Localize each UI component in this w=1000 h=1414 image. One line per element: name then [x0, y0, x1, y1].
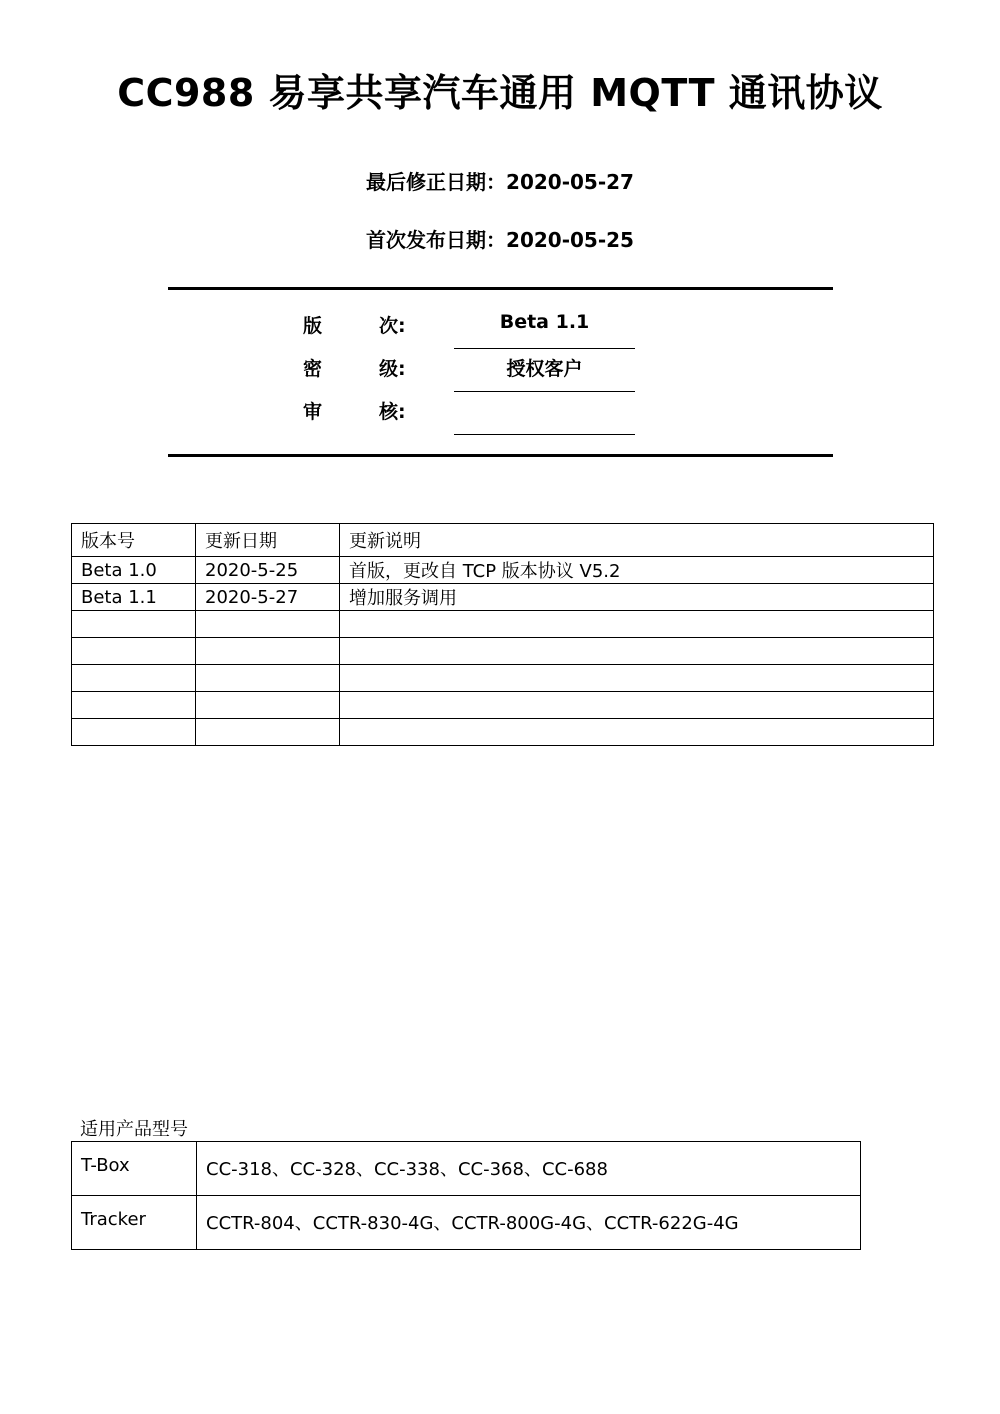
version-key-1: 版	[303, 315, 323, 337]
cell-date	[196, 719, 340, 746]
cell-version	[72, 692, 196, 719]
cell-model-list: CCTR-804、CCTR-830-4G、CCTR-800G-4G、CCTR-622G-4G	[197, 1196, 861, 1250]
cell-product-type: T-Box	[72, 1142, 197, 1196]
revision-history-table	[71, 523, 934, 746]
meta-row-review	[0, 397, 1000, 427]
table-row	[72, 719, 934, 746]
table-row	[72, 1142, 861, 1196]
table-row	[72, 611, 934, 638]
table-header-row	[72, 524, 934, 557]
version-underline	[454, 348, 635, 349]
version-key-2: 次:	[379, 315, 406, 337]
cell-date	[196, 665, 340, 692]
cell-date	[196, 692, 340, 719]
cell-notes	[340, 692, 934, 719]
revised-date-line	[0, 166, 1000, 195]
cell-date: 2020-5-27	[196, 584, 340, 611]
cell-date: 2020-5-25	[196, 557, 340, 584]
cell-version	[72, 719, 196, 746]
security-key-1: 密	[303, 358, 323, 380]
revised-date-label: 最后修正日期：	[366, 170, 507, 194]
header-update-notes: 更新说明	[340, 524, 934, 557]
cell-notes: 增加服务调用	[340, 584, 934, 611]
bottom-divider	[168, 454, 833, 457]
version-value: Beta 1.1	[499, 311, 590, 333]
document-title: CC988 易享共享汽车通用 MQTT 通讯协议	[117, 71, 883, 115]
review-underline	[454, 434, 635, 435]
cell-notes: 首版，更改自 TCP 版本协议 V5.2	[340, 557, 934, 584]
revised-date-value: 2020-05-27	[506, 170, 634, 194]
table-row	[72, 584, 934, 611]
meta-row-version	[0, 311, 1000, 341]
meta-row-security	[0, 354, 1000, 384]
published-date-line	[0, 224, 1000, 253]
cell-version: Beta 1.1	[72, 584, 196, 611]
table-row	[72, 1196, 861, 1250]
cell-date	[196, 638, 340, 665]
cell-notes	[340, 719, 934, 746]
cell-version	[72, 665, 196, 692]
cell-notes	[340, 611, 934, 638]
header-update-date: 更新日期	[196, 524, 340, 557]
security-key-2: 级:	[379, 358, 406, 380]
review-key-1: 审	[303, 401, 323, 423]
cell-version: Beta 1.0	[72, 557, 196, 584]
cell-notes	[340, 638, 934, 665]
table-row	[72, 638, 934, 665]
table-row	[72, 692, 934, 719]
header-version: 版本号	[72, 524, 196, 557]
security-value: 授权客户	[506, 358, 583, 380]
cell-version	[72, 638, 196, 665]
applicable-models-table	[71, 1141, 861, 1250]
review-key-2: 核:	[379, 401, 406, 423]
table-row	[72, 557, 934, 584]
applicable-models-caption: 适用产品型号	[80, 1119, 188, 1140]
cell-version	[72, 611, 196, 638]
top-divider	[168, 287, 833, 290]
cell-product-type: Tracker	[72, 1196, 197, 1250]
cell-model-list: CC-318、CC-328、CC-338、CC-368、CC-688	[197, 1142, 861, 1196]
cell-date	[196, 611, 340, 638]
security-underline	[454, 391, 635, 392]
cell-notes	[340, 665, 934, 692]
published-date-label: 首次发布日期：	[366, 228, 507, 252]
published-date-value: 2020-05-25	[506, 228, 634, 252]
table-row	[72, 665, 934, 692]
